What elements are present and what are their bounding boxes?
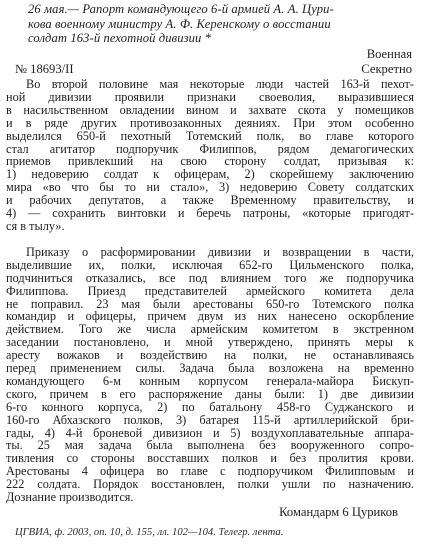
classification-stamp bbox=[361, 47, 412, 76]
paragraph-line: ты. 25 мая задача была выполнена без вооруженного сопро- bbox=[6, 438, 414, 453]
paragraph-line: командующего 6-м конным корпусом генерала-майора Бискуп- bbox=[6, 373, 414, 388]
paragraph-line: гады, 4) 4-й броневой дивизион и 5) воздухоплавательные аппара- bbox=[6, 425, 414, 440]
paragraph-line: выделившие их, полки, исключая 652-го Цильменского полка, bbox=[6, 257, 414, 272]
paragraph-line: приемов привлекший на свою сторону солдат, призывая к: bbox=[6, 154, 414, 169]
paragraph-line: 6-го конного корпуса, 2) по батальону 458-го Суджанского и bbox=[6, 399, 414, 414]
archive-source-reference: ЦГВИА, ф. 2003, оп. 10, д. 155, лл. 102—104. Телегр. лента. bbox=[15, 527, 284, 538]
paragraph-line: подчиниться отказались, все под влиянием того же подпоручика bbox=[6, 270, 414, 285]
document-number: № 18693/II bbox=[15, 62, 74, 76]
heading-line-3: солдат 163-й пехотной дивизии * bbox=[28, 31, 212, 46]
paragraph-line: 1) недоверию солдат к офицерам, 2) скорейшему заключению bbox=[6, 167, 414, 182]
paragraph-line: ся в тылу». bbox=[6, 218, 65, 233]
paragraph-line: перед применением силы. Задача была возложена на временно bbox=[6, 361, 414, 376]
paragraph-line: заседании постановлено, и мной утверждено, принять меры к bbox=[6, 335, 414, 350]
heading-line-1: 26 мая.— Рапорт командующего 6-й армией А. А. Цури- bbox=[28, 2, 334, 16]
paragraph-line: не поправил. 23 мая были арестованы 650-го Тотемского полка bbox=[6, 296, 414, 311]
paragraph-line: и рабочих депутатов, а также Временному правительству, и bbox=[6, 193, 414, 208]
paragraph-line: действием. Того же числа армейским комитетом в экстренном bbox=[6, 322, 414, 337]
paragraph-line: командир и офицеры, причем двум из них нанесено оскорбление bbox=[6, 309, 414, 324]
paragraph-2 bbox=[6, 246, 414, 504]
stamp-line-military: Военная bbox=[366, 47, 412, 61]
paragraph-line: мира «во что бы то ни стало», 3) недоверию Совету солдатских bbox=[6, 180, 414, 195]
paragraph-line: и в ряде других противозаконных деяниях. При этом особенно bbox=[6, 115, 414, 130]
paragraph-line: Арестованы 4 офицера во главе с подпоручиком Филипповым и bbox=[6, 464, 414, 479]
stamp-line-secret: Секретно bbox=[361, 61, 412, 76]
paragraph-line: аресту вожаков и воздействию на полки, не останавливаясь bbox=[6, 348, 414, 363]
document-heading bbox=[28, 2, 416, 46]
paragraph-line: Дознание производится. bbox=[6, 490, 134, 505]
paragraph-line: 222 солдата. Порядок восстановлен, полки ушли по назначению. bbox=[6, 477, 414, 492]
paragraph-line: 4) — сохранить винтовки и беречь патроны, «которые пригодят- bbox=[6, 206, 414, 221]
paragraph-line: Приказу о расформировании дивизии и возвращении в части, bbox=[26, 244, 414, 259]
paragraph-line: 160-го Абхазского полков, 3) батарея 115-й артиллерийской бри- bbox=[6, 412, 414, 427]
paragraph-line: ной дивизии проявили признаки своеволия, выразившиеся bbox=[6, 89, 414, 104]
heading-line-2: кова военному министру А. Ф. Керенскому о восстании bbox=[28, 16, 331, 31]
paragraph-line: Во второй половине мая некоторые люди частей 163-й пехот- bbox=[26, 77, 414, 91]
paragraph-line: стал агитатор подпоручик Филиппов, рядом демагогических bbox=[6, 141, 414, 156]
paragraph-line: выделился 650-й пехотный Тотемский полк, во главе которого bbox=[6, 128, 414, 143]
document-body bbox=[6, 78, 414, 504]
paragraph-line: Филиппова. Приезд представителей армейского комитета дела bbox=[6, 283, 414, 298]
signature-line: Командарм 6 Цуриков bbox=[279, 505, 398, 519]
paragraph-1 bbox=[6, 78, 414, 233]
paragraph-line: тивления со стороны восставших полков и без пролития крови. bbox=[6, 451, 414, 466]
paragraph-line: ского, причем в его распоряжение даны были: 1) две дивизии bbox=[6, 386, 414, 401]
paragraph-line: в насильственном овладении вином и захвате скота у помещиков bbox=[6, 102, 414, 117]
